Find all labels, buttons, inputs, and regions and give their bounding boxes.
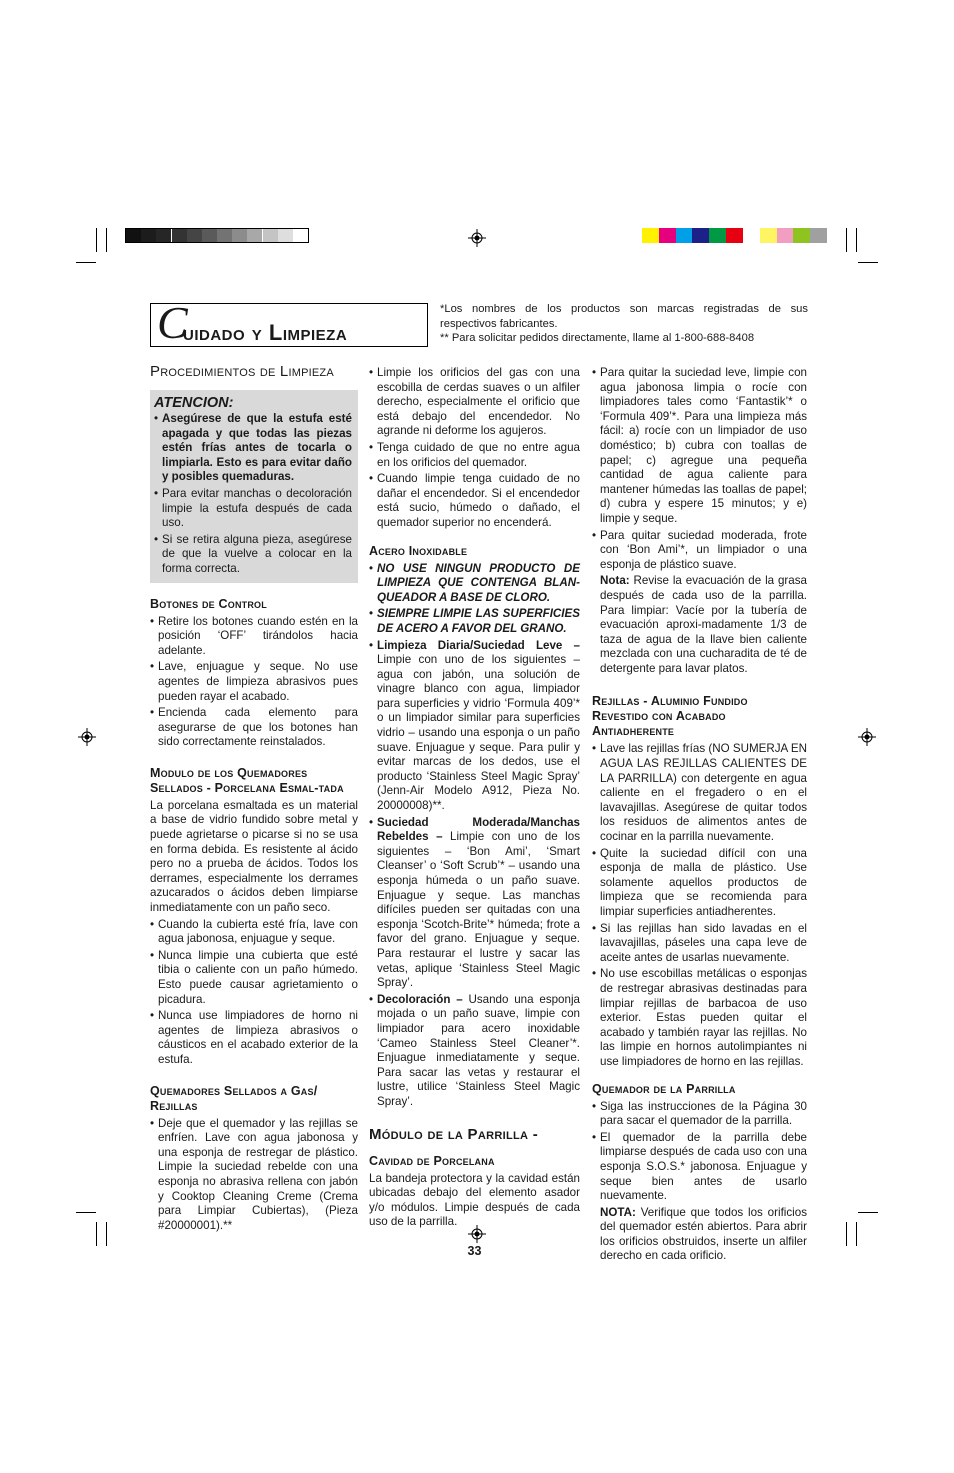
list-item: • Quite la suciedad difícil con una esponja de malla de plástico. Use solamente aquellos productos de limpieza que se recomienda para limpiar superficies antiadherentes. — [592, 847, 807, 920]
list-item: • Para quitar suciedad moderada, frote con ‘Bon Ami’*, un limpiador o una esponja de plástico suave. — [592, 529, 807, 573]
color-swatch — [642, 228, 659, 243]
list-item: • El quemador de la parrilla debe limpiarse después de cada uso con una esponja S.O.S.* jabonosa. Enjuague y seque bien antes de usarlo nuevamente. — [592, 1131, 807, 1204]
list-item: • Retire los botones cuando estén en la posición ‘OFF’ tirándolos hacia adelante. — [150, 615, 358, 659]
color-swatch — [793, 228, 810, 243]
list-item: • Limpie los orificios del gas con una escobilla de cerdas suaves o un alfiler derecho, especialmente el orificio que está debajo del encendedor. No agrande ni deforme los agujeros. — [369, 366, 580, 439]
footnote-trademarks: *Los nombres de los productos son marcas registradas de sus respectivos fabricantes. — [440, 303, 808, 330]
atencion-box — [150, 390, 358, 583]
color-swatch — [692, 228, 709, 243]
atencion-item: • Asegúrese de que la estufa esté apagada y que todas las piezas estén frías antes de tocarla o limpiarla. Esto es para evitar daño y posibles quemaduras. — [154, 412, 352, 485]
registration-mark-left — [78, 728, 96, 746]
gray-swatch — [156, 229, 171, 242]
list-item: • Si las rejillas han sido lavadas en el lavavajillas, páseles una capa leve de aceite antes de usarlas nuevamente. — [592, 922, 807, 966]
nota-paragraph: Nota: Revise la evacuación de la grasa después de cada uso de la parrilla. Para limpiar: Vacíe por la tubería de evacuación aproxi-madamente 1/3 de taza de agua de la llave bien caliente mezclada con una cucharadita de té de detergente para lavar platos. — [600, 574, 807, 675]
color-swatch — [726, 228, 743, 243]
heading-rejillas: Rejillas - Aluminio Fundido Revestido con Acabado Antiadherente — [592, 694, 748, 739]
section-title: Procedimientos de Limpieza — [150, 363, 334, 380]
atencion-title: ATENCION: — [154, 395, 234, 411]
color-swatch — [760, 228, 777, 243]
warning-item: • NO USE NINGUN PRODUCTO DE LIMPIEZA QUE CONTENGA BLAN-QUEADOR A BASE DE CLORO. — [369, 562, 580, 606]
footnote-orders: ** Para solicitar pedidos directamente, llame al 1-800-688-8408 — [440, 332, 755, 344]
gray-swatch — [247, 229, 262, 242]
list-item: • Nunca limpie una cubierta que esté tibia o caliente con un paño húmedo. Esto puede causar agrietamiento o picadura. — [150, 949, 358, 1007]
heading-botones: Botones de Control — [150, 596, 267, 611]
gray-swatch — [126, 229, 141, 242]
heading-cavidad: Cavidad de Porcelana — [369, 1153, 495, 1168]
list-item: • Siga las instrucciones de la Página 30 para sacar el quemador de la parrilla. — [592, 1100, 807, 1129]
list-item: • Decoloración – Usando una esponja mojada o un paño suave, limpie con limpiador para acero inoxidable ‘Cameo Stainless Steel Cleaner’*. Enjuague inmediatamente y seque. Para sacar las vetas y restaurar el lustre, utilice ‘Stainless Steel Magic Spray’. — [369, 993, 580, 1110]
color-swatch — [676, 228, 693, 243]
atencion-item: • Para evitar manchas o decoloración limpie la estufa después de cada uso. — [154, 487, 352, 531]
gray-color-bar — [125, 228, 309, 243]
list-item: • Cuando la cubierta esté fría, lave con agua jabonosa, enjuague y seque. — [150, 918, 358, 947]
heading-acero: Acero Inoxidable — [369, 543, 468, 558]
color-bar — [642, 228, 827, 243]
heading-quemador-parrilla: Quemador de la Parrilla — [592, 1081, 736, 1096]
warning-item: • SIEMPRE LIMPIE LAS SUPERFICIES DE ACERO A FAVOR DEL GRANO. — [369, 607, 580, 636]
column-3 — [592, 366, 807, 1264]
list-item: • Lave, enjuague y seque. No use agentes de limpieza abrasivos pues pueden rayar el acabado. — [150, 660, 358, 704]
color-swatch — [777, 228, 794, 243]
modulo-paragraph: La porcelana esmaltada es un material a base de vidrio fundido sobre metal y puede agrietarse o picarse si no se usa en forma debida. Es resistente al ácido pero no a prueba de ácidos. Todos los derrames, especialmente los derrames azucarados o ácidos deben limpiarse inmediatamente con un paño seco. — [150, 798, 358, 915]
gray-swatch — [141, 229, 156, 242]
color-swatch — [709, 228, 726, 243]
atencion-item: • Si se retira alguna pieza, asegúrese de que la vuelve a colocar en la forma correcta. — [154, 533, 352, 577]
gray-swatch — [263, 229, 278, 242]
cavidad-paragraph: La bandeja protectora y la cavidad están ubicadas debajo del elemento asador y/o módulos. Limpie después de cada uso de la parrilla. — [369, 1171, 580, 1229]
color-swatch — [659, 228, 676, 243]
list-item: • Tenga cuidado de que no entre agua en los orificios del quemador. — [369, 441, 580, 470]
list-item: • Lave las rejillas frías (NO SUMERJA EN AGUA LAS REJILLAS CALIENTES DE LA PARRILLA) con detergente en agua caliente en el fregadero o en el lavavajillas. Asegúrese de quitar todos los residuos de alimentos antes de cocinar en la parrilla nuevamente. — [592, 742, 807, 844]
registration-mark-top — [468, 229, 486, 247]
color-swatch — [743, 228, 760, 243]
list-item: • Limpieza Diaria/Suciedad Leve – Limpie con uno de los siguientes – agua con jabón, una solución de vinagre blanco con agua, limpiador para superficies y vidrio ‘Formula 409’* o un limpiador similar para superficies vidrio – usando una esponja o un paño suave. Enjuague y seque. Para pulir y evitar marcas de los dedos, use el producto ‘Stainless Steel Magic Spray’ (Jenn-Air Modelo A912, Pieza No. 20000008)**. — [369, 639, 580, 814]
list-item: • Suciedad Moderada/Manchas Rebeldes – Limpie con uno de los siguientes – ‘Bon Ami’, ‘Smart Cleanser’ o ‘Soft Scrub’* – usando una esponja húmeda o un paño suave. Enjuague y seque. Las manchas difíciles pueden ser quitadas con una esponja ‘Scotch-Brite’* húmeda; frote a favor del grano. Enjuague y seque. Para restaurar el lustre y sacar las vetas, aplique ‘Stainless Steel Magic Spray’. — [369, 816, 580, 991]
list-item: • Para quitar la suciedad leve, limpie con agua jabonosa limpia o rocíe con limpiadores tales como ‘Fantastik’* o ‘Formula 409’*. Para una limpieza más fácil: a) rocíe con un limpiador de uso doméstico; b) cubra con toallas de papel; c) agregue una pequeña cantidad de agua caliente para mantener húmedas las toallas de papel; d) cubra y espere 15 minutos; y e) limpie y seque. — [592, 366, 807, 527]
column-1 — [150, 362, 358, 1235]
gray-swatch — [232, 229, 247, 242]
list-item: • Deje que el quemador y las rejillas se enfríen. Lave con agua jabonosa y una esponja de restregar de plástico. Limpie la suciedad rebelde con una esponja no abrasiva rellena con jabón y Cooktop Cleaning Creme (Crema para Limpiar Cubiertas), (Pieza #20000001).** — [150, 1117, 358, 1234]
gray-swatch — [202, 229, 217, 242]
page-number: 33 — [467, 1243, 482, 1258]
gray-swatch — [172, 229, 187, 242]
list-item: • Cuando limpie tenga cuidado de no dañar el encendedor. Si el encendedor está sucio, húmedo o dañado, el quemador superior no encenderá. — [369, 472, 580, 530]
heading-quemadores: Quemadores Sellados a Gas/ Rejillas — [150, 1083, 318, 1113]
list-item: • Encienda cada elemento para asegurarse de que los botones han sido correctamente reinstalados. — [150, 706, 358, 750]
footnotes — [440, 302, 808, 346]
page-title — [150, 297, 428, 348]
gray-swatch — [217, 229, 232, 242]
title-initial: C — [157, 297, 188, 348]
heading-parrilla: Módulo de la Parrilla - — [369, 1125, 538, 1143]
list-item: • Nunca use limpiadores de horno ni agentes de limpieza abrasivos o cáusticos en el acabado exterior de la estufa. — [150, 1009, 358, 1067]
list-item: • No use escobillas metálicas o esponjas de restregar abrasivas destinadas para limpiar rejillas de barbacoa de uso exterior. Estas pueden quitar el acabado y también rayar las rejillas. No las limpie en hornos autolimpiantes ni use limpiadores de horno en las rejillas. — [592, 967, 807, 1069]
registration-mark-right — [858, 728, 876, 746]
gray-swatch — [293, 229, 308, 242]
title-text: uidado y Limpieza — [183, 320, 348, 345]
column-2 — [369, 366, 580, 1258]
heading-modulo: Modulo de los Quemadores Sellados - Porcelana Esmal-tada — [150, 765, 344, 795]
color-swatch — [810, 228, 827, 243]
nota-paragraph-2: NOTA: Verifique que todos los orificios del quemador estén abiertos. Para abrir los orificios obstruidos, inserte un alfiler derecho en cada orificio. — [600, 1205, 807, 1263]
gray-swatch — [187, 229, 202, 242]
gray-swatch — [278, 229, 293, 242]
